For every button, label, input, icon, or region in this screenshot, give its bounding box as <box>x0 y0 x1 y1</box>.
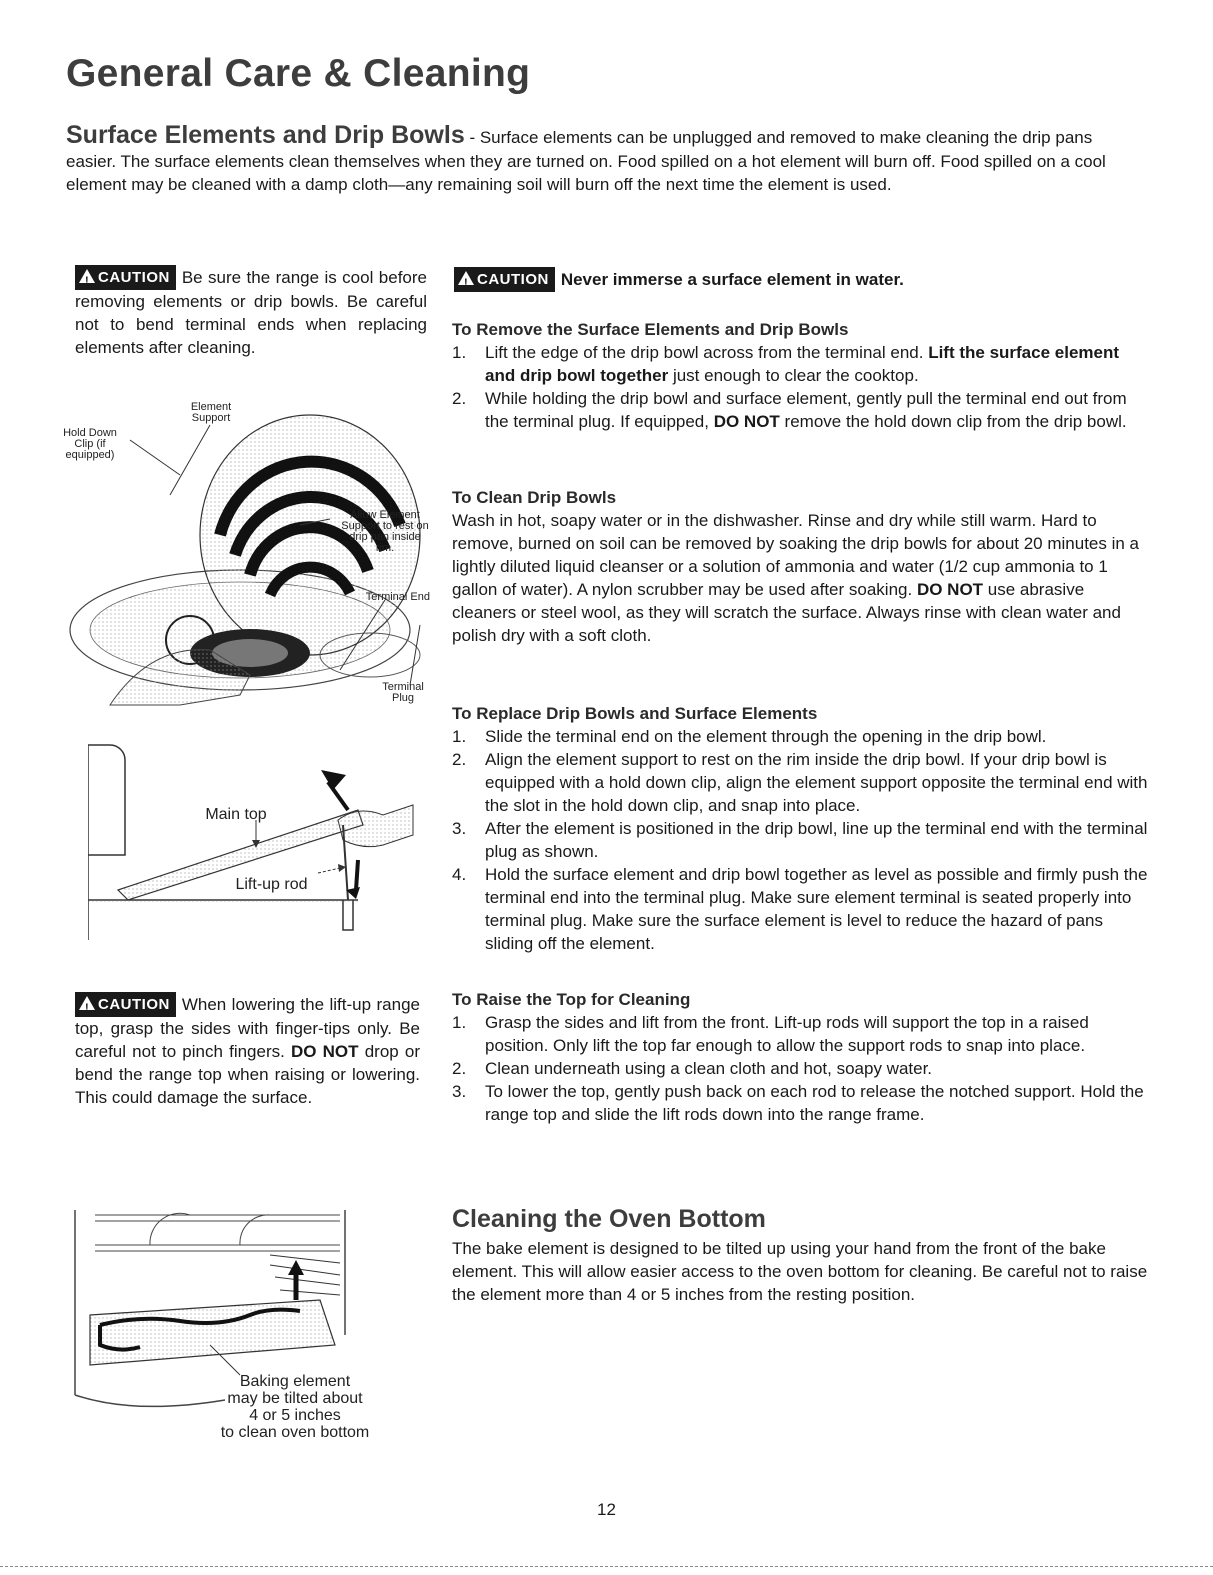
list-item: 3. After the element is positioned in the drip bowl, line up the terminal end with the terminal plug as shown. <box>452 819 1148 861</box>
do-not-emphasis: DO NOT <box>291 1042 359 1061</box>
oven-figure-caption: Baking element may be tilted about 4 or 5 inches to clean oven bottom <box>220 1373 370 1441</box>
caution-block-1 <box>75 265 427 359</box>
caution-badge: !CAUTION <box>454 267 555 292</box>
caution-text: Never immerse a surface element in water. <box>560 270 904 289</box>
list-item: 1. Lift the edge of the drip bowl across from the terminal end. Lift the surface element and drip bowl together just enough to clear the cooktop. <box>452 343 1120 385</box>
remove-heading: To Remove the Surface Elements and Drip Bowls <box>452 320 849 339</box>
caution-block-2: !CAUTION When lowering the lift-up range top, grasp the sides with finger-tips only. Be careful not to pinch fingers. DO NOT drop or bend the range top when raising or lowering. This could damage the surface. <box>75 992 420 1109</box>
clean-section <box>452 486 1152 647</box>
oven-bottom-heading: Cleaning the Oven Bottom <box>452 1205 766 1233</box>
label-main-top: Main top <box>205 806 267 823</box>
raise-steps <box>452 1011 1152 1126</box>
warning-icon <box>79 996 95 1010</box>
label-lift-up-rod: Lift-up rod <box>235 876 308 893</box>
page-edge-divider <box>0 1566 1213 1567</box>
clean-text: Wash in hot, soapy water or in the dishwasher. Rinse and dry while still warm. Hard to remove, burned on soil can be removed by soaking the drip bowls for about 20 minutes in a lightly diluted liquid cleanser or a solution of ammonia and water (1/2 cup ammonia to 1 gallon of water). A nylon scrubber may be used after soaking. DO NOT use abrasive cleaners or steel wool, as they will scratch the surface. Always rinse with clean water and polish dry with a soft cloth. <box>452 511 1140 645</box>
list-item: 2. Clean underneath using a clean cloth and hot, soapy water. <box>452 1059 933 1078</box>
label-element-support: Element Support <box>190 401 232 424</box>
list-item: 2. While holding the drip bowl and surface element, gently pull the terminal end out from the terminal plug. If equipped, DO NOT remove the hold down clip from the drip bowl. <box>452 389 1127 431</box>
caution-block-3 <box>454 267 1154 292</box>
label-terminal-end: Terminal End <box>365 591 430 603</box>
caution-badge: !CAUTION <box>75 992 176 1017</box>
list-item: 4. Hold the surface element and drip bowl together as level as possible and firmly push the terminal end into the terminal plug. Make sure element terminal is seated properly into terminal plug. Make sure the surface element is level to reduce the hazard of pans sliding off the element. <box>452 865 1148 953</box>
page-title: General Care & Cleaning <box>66 52 531 95</box>
caution-badge: !CAUTION <box>75 265 176 290</box>
intro-text: - Surface elements can be unplugged and removed to make cleaning the drip pans easier. The surface elements clean themselves when they are turned on. Food spilled on a hot element will burn off. Food spilled on a cool element may be cleaned with a damp cloth—any remaining soil will burn off the next time the element is used. <box>66 128 1106 194</box>
intro-paragraph <box>66 121 1146 197</box>
replace-steps <box>452 725 1152 955</box>
label-allow-element: Allow Element Support to rest on drip pan inside rim. <box>341 509 429 554</box>
raise-section <box>452 988 1152 1126</box>
label-terminal-plug: Terminal Plug <box>382 681 424 704</box>
list-item: 3. To lower the top, gently push back on each rod to release the notched support. Hold the range top and slide the lift rods down into the range frame. <box>452 1082 1144 1124</box>
lift-up-top-diagram <box>88 740 433 940</box>
list-item: 2. Align the element support to rest on the rim inside the drip bowl. If your drip bowl is equipped with a hold down clip, align the element support opposite the terminal end with the slot in the hold down clip, and snap into place. <box>452 750 1148 815</box>
replace-section <box>452 702 1152 955</box>
page-number: 12 <box>597 1500 616 1519</box>
list-item: 1. Grasp the sides and lift from the front. Lift-up rods will support the top in a raised position. Only lift the top far enough to allow the support rods to snap into place. <box>452 1013 1089 1055</box>
oven-bottom-text: The bake element is designed to be tilted up using your hand from the front of the bake element. This will allow easier access to the oven bottom for cleaning. Be careful not to raise the element more than 4 or 5 inches from the resting position. <box>452 1239 1148 1304</box>
warning-icon <box>79 269 95 283</box>
raise-heading: To Raise the Top for Cleaning <box>452 990 691 1009</box>
warning-icon <box>458 271 474 285</box>
caution-text: Be sure the range is cool before removing elements or drip bowls. Be careful not to bend terminal ends when replacing elements after cleaning. <box>75 268 427 357</box>
oven-bottom-section <box>452 1205 1152 1306</box>
clean-heading: To Clean Drip Bowls <box>452 488 617 507</box>
replace-heading: To Replace Drip Bowls and Surface Elements <box>452 704 818 723</box>
list-item: 1. Slide the terminal end on the element through the opening in the drip bowl. <box>452 727 1047 746</box>
section-subhead: Surface Elements and Drip Bowls <box>66 121 465 149</box>
remove-steps <box>452 341 1152 433</box>
remove-section <box>452 318 1152 433</box>
label-hold-down-clip: Hold Down Clip (if equipped) <box>63 427 117 461</box>
